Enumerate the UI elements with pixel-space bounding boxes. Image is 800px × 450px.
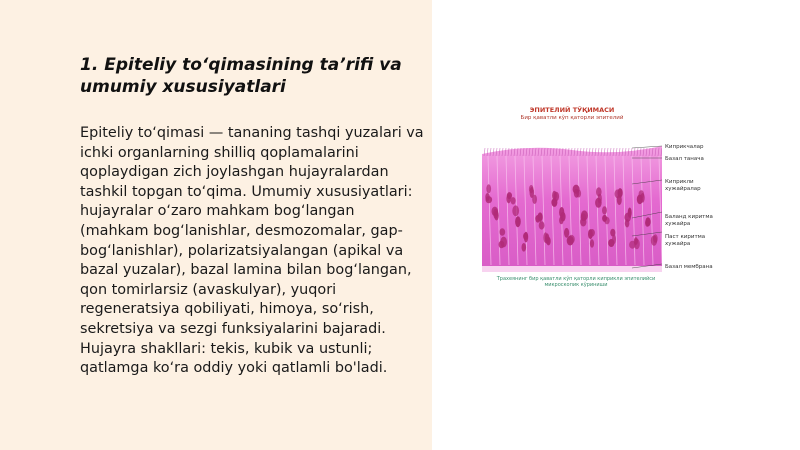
nucleus xyxy=(512,205,519,216)
nucleus xyxy=(645,217,650,226)
nucleus xyxy=(499,228,505,235)
nucleus xyxy=(625,219,630,227)
label-basal-membrane: Базал мембрана xyxy=(665,264,713,270)
figure-title: ЭПИТЕЛИЙ ТЎҚИМАСИ xyxy=(529,106,615,114)
tissue-micrograph xyxy=(482,140,662,272)
label-cilia: Киприкчалар xyxy=(665,144,704,150)
nucleus xyxy=(494,211,499,221)
nucleus xyxy=(641,193,645,203)
nucleus xyxy=(634,239,640,250)
nucleus xyxy=(559,207,564,218)
slide-body-text: Epiteliy to‘qimasi — tananing tashqi yuzalari va ichki organlarning shilliq qoplamalarini qoplaydigan zich joylashgan hujayralardan tashkil topgan to‘qima. Umumiy xususiyatlari: hujayralar o‘zaro mahkam bog‘langan (mahkam bog‘lanishlar, desmozomalar, gap-bog‘lanishlar), polarizatsiyalangan (apikal va bazal yuzalar), bazal lamina bilan bog‘langan, qon tomirlarsiz (avaskulyar), yuqori regeneratsiya qobiliyati, himoya, so‘rish, sekretsiya va sezgi funksiyalarini bajaradi. Hujayra shakllari: tekis, kubik va ustunli; qatlamga ko‘ra oddiy yoki qatlamli bo'ladi. xyxy=(80,125,424,377)
figure-subtitle: Бир қаватли кўп қаторли эпителий xyxy=(520,115,624,121)
slide-title: 1. Epiteliy to‘qimasining ta’rifi va umumiy xususiyatlari xyxy=(80,55,402,97)
nucleus xyxy=(486,184,491,193)
nucleus xyxy=(538,212,543,221)
nucleus xyxy=(486,196,493,203)
epithelium-figure xyxy=(482,100,722,290)
nucleus xyxy=(612,235,616,244)
label-basal-body: Базал танача xyxy=(665,156,704,162)
nucleus xyxy=(564,228,569,238)
nucleus xyxy=(522,243,527,252)
nucleus xyxy=(568,235,575,244)
nucleus xyxy=(511,197,516,204)
nucleus xyxy=(539,221,545,229)
nucleus xyxy=(653,234,658,243)
nucleus xyxy=(590,239,594,247)
label-ciliated-cells: Киприкли хужайралар xyxy=(665,179,701,192)
nucleus xyxy=(618,188,623,198)
nucleus xyxy=(507,192,512,199)
nucleus xyxy=(628,208,632,218)
nucleus xyxy=(604,217,609,224)
nucleus xyxy=(529,185,534,193)
nucleus xyxy=(554,192,560,201)
label-tall-intercalated-cell: Баланд киритма хужайра xyxy=(665,214,713,227)
nucleus xyxy=(500,237,507,248)
nucleus xyxy=(515,216,521,227)
nucleus xyxy=(546,237,550,246)
nucleus xyxy=(590,229,595,237)
nucleus xyxy=(576,190,581,198)
nucleus xyxy=(532,195,537,204)
nucleus xyxy=(581,210,588,220)
nucleus xyxy=(524,232,528,243)
nucleus xyxy=(596,187,602,196)
nucleus xyxy=(602,206,607,214)
label-short-intercalated-cell: Паст киритма хужайра xyxy=(665,234,706,247)
figure-caption: Трахеянинг бир қаватли кўп қаторли киприкли эпителийси микроскопик кўриниши xyxy=(496,276,656,288)
basal-membrane xyxy=(482,266,662,272)
